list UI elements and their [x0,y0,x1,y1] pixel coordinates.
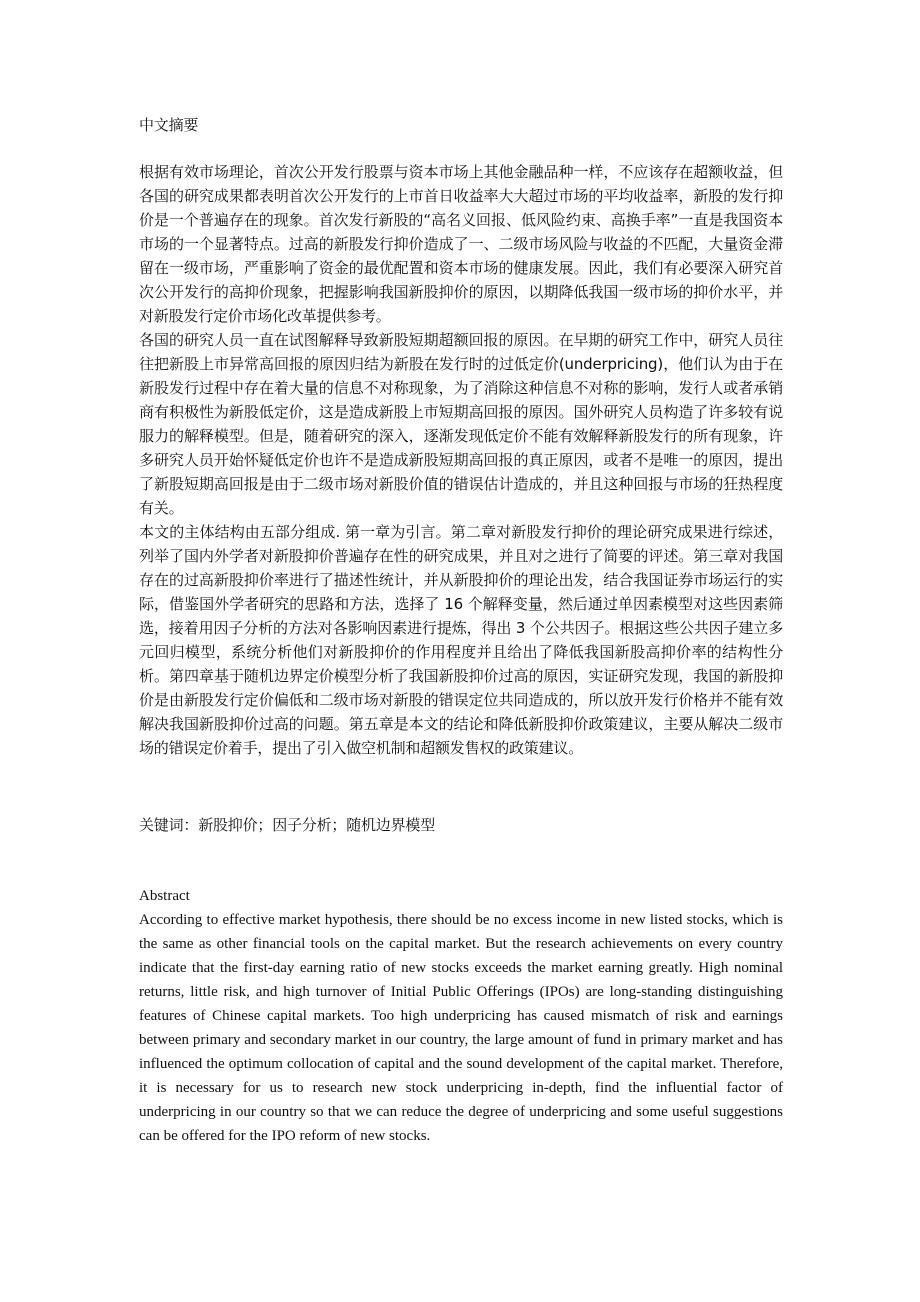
english-abstract-heading: Abstract [139,888,190,904]
chinese-keywords: 关键词：新股抑价；因子分析；随机边界模型 [139,816,436,834]
chinese-abstract-paragraph-1: 根据有效市场理论，首次公开发行股票与资本市场上其他金融品种一样，不应该存在超额收益，但各国的研究成果都表明首次公开发行的上市首日收益率大大超过市场的平均收益率，新股的发行抑价是一个普遍存在的现象。首次发行新股的“高名义回报、低风险约束、高换手率”一直是我国资本市场的一个显著特点。过高的新股发行抑价造成了一、二级市场风险与收益的不匹配，大量资金滞留在一级市场，严重影响了资金的最优配置和资本市场的健康发展。因此，我们有必要深入研究首次公开发行的高抑价现象，把握影响我国新股抑价的原因，以期降低我国一级市场的抑价水平，并对新股发行定价市场化改革提供参考。 [139,163,783,325]
chinese-abstract-heading: 中文摘要 [139,116,199,134]
chinese-abstract-paragraph-3: 本文的主体结构由五部分组成. 第一章为引言。第二章对新股发行抑价的理论研究成果进行综述，列举了国内外学者对新股抑价普遍存在性的研究成果，并且对之进行了简要的评述。第三章对我国存在的过高新股抑价率进行了描述性统计，并从新股抑价的理论出发，结合我国证券市场运行的实际，借鉴国外学者研究的思路和方法，选择了 16 个解释变量，然后通过单因素模型对这些因素筛选，接着用因子分析的方法对各影响因素进行提炼，得出 3 个公共因子。根据这些公共因子建立多元回归模型，系统分析他们对新股抑价的作用程度并且给出了降低我国新股高抑价率的结构性分析。第四章基于随机边界定价模型分析了我国新股抑价过高的原因，实证研究发现，我国的新股抑价是由新股发行定价偏低和二级市场对新股的错误定位共同造成的，所以放开发行价格并不能有效解决我国新股抑价过高的问题。第五章是本文的结论和降低新股抑价政策建议，主要从解决二级市场的错误定价着手，提出了引入做空机制和超额发售权的政策建议。 [139,523,783,757]
english-abstract-body: According to effective market hypothesis, there should be no excess income in new listed stocks, which is the same as other financial tools on the capital market. But the research achievements on every country indicate that the first-day earning ratio of new stocks exceeds the market earning greatly. High nominal returns, little risk, and high turnover of Initial Public Offerings (IPOs) are long-standing distinguishing features of Chinese capital markets. Too high underpricing has caused mismatch of risk and earnings between primary and secondary market in our country, the large amount of fund in primary market and has influenced the optimum collocation of capital and the sound development of the capital market. Therefore, it is necessary for us to research new stock underpricing in-depth, find the influential factor of underpricing in our country so that we can reduce the degree of underpricing and some useful suggestions can be offered for the IPO reform of new stocks. [139,912,783,1144]
chinese-abstract-body [139,160,783,760]
chinese-abstract-paragraph-2: 各国的研究人员一直在试图解释导致新股短期超额回报的原因。在早期的研究工作中，研究人员往往把新股上市异常高回报的原因归结为新股在发行时的过低定价(underpricing)，他们认为由于在新股发行过程中存在着大量的信息不对称现象，为了消除这种信息不对称的影响，发行人或者承销商有积极性为新股低定价，这是造成新股上市短期高回报的原因。国外研究人员构造了许多较有说服力的解释模型。但是，随着研究的深入，逐渐发现低定价不能有效解释新股发行的所有现象，许多研究人员开始怀疑低定价也许不是造成新股短期高回报的真正原因，或者不是唯一的原因，提出了新股短期高回报是由于二级市场对新股价值的错误估计造成的，并且这种回报与市场的狂热程度有关。 [139,331,783,517]
